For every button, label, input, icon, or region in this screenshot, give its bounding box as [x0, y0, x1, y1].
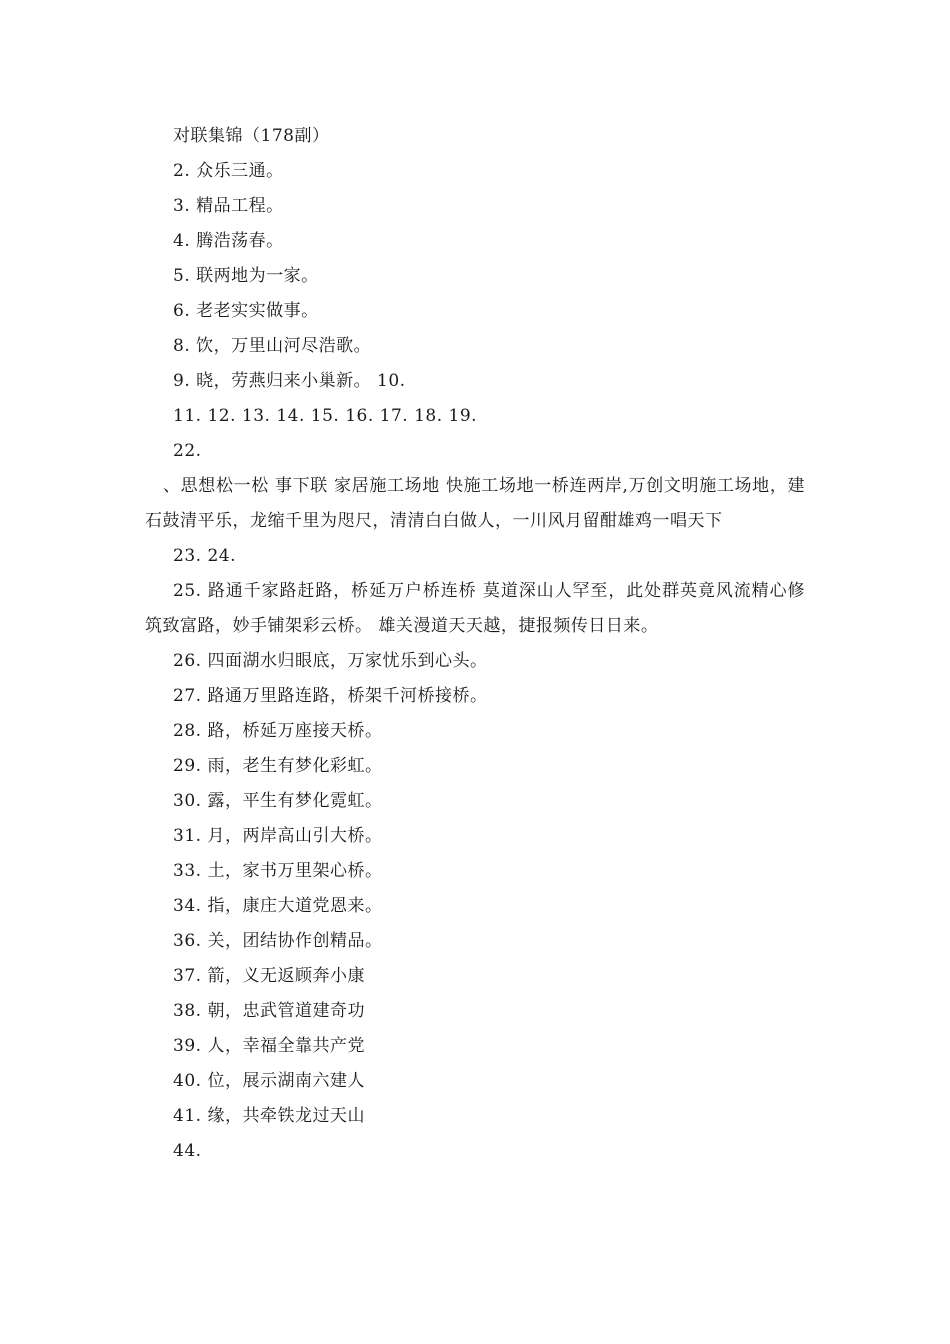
list-item: 4. 腾浩荡春。	[173, 231, 284, 251]
paragraph-couplets-2: 25. 路通千家路赶路，桥延万户桥连桥 莫道深山人罕至，此处群英竟风流精心修筑致富路，妙手铺架彩云桥。 雄关漫道天天越，捷报频传日日来。	[145, 581, 805, 636]
list-item: 5. 联两地为一家。	[173, 266, 319, 286]
list-item: 40. 位，展示湖南六建人	[173, 1071, 365, 1091]
list-item: 23. 24.	[173, 546, 236, 566]
list-item: 30. 露，平生有梦化霓虹。	[173, 791, 383, 811]
list-item: 44.	[173, 1141, 202, 1161]
list-item: 39. 人，幸福全靠共产党	[173, 1036, 365, 1056]
list-item: 36. 关，团结协作创精品。	[173, 931, 383, 951]
list-item: 41. 缘，共牵铁龙过天山	[173, 1106, 365, 1126]
list-item: 2. 众乐三通。	[173, 161, 284, 181]
paragraph-couplets-1: 、思想松一松 事下联 家居施工场地 快施工场地一桥连两岸,万创文明施工场地，建石鼓清平乐，龙缩千里为咫尺，清清白白做人，一川风月留酣雄鸡一唱天下	[145, 476, 805, 531]
list-item: 34. 指，康庄大道党恩来。	[173, 896, 383, 916]
list-item: 8. 饮，万里山河尽浩歌。	[173, 336, 372, 356]
list-item: 37. 箭，义无返顾奔小康	[173, 966, 365, 986]
list-item: 29. 雨，老生有梦化彩虹。	[173, 756, 383, 776]
list-item: 33. 土，家书万里架心桥。	[173, 861, 383, 881]
list-item: 9. 晓，劳燕归来小巢新。 10.	[173, 371, 406, 391]
list-item: 27. 路通万里路连路，桥架千河桥接桥。	[173, 686, 488, 706]
list-item: 22.	[173, 441, 202, 461]
list-item: 31. 月，两岸高山引大桥。	[173, 826, 383, 846]
list-item: 26. 四面湖水归眼底，万家忧乐到心头。	[173, 651, 488, 671]
document-body	[145, 119, 805, 1169]
document-title: 对联集锦（178副）	[173, 126, 330, 146]
list-item: 28. 路，桥延万座接天桥。	[173, 721, 383, 741]
list-item: 3. 精品工程。	[173, 196, 284, 216]
list-item: 38. 朝，忠武管道建奇功	[173, 1001, 365, 1021]
list-item: 11. 12. 13. 14. 15. 16. 17. 18. 19.	[173, 406, 478, 426]
list-item: 6. 老老实实做事。	[173, 301, 319, 321]
